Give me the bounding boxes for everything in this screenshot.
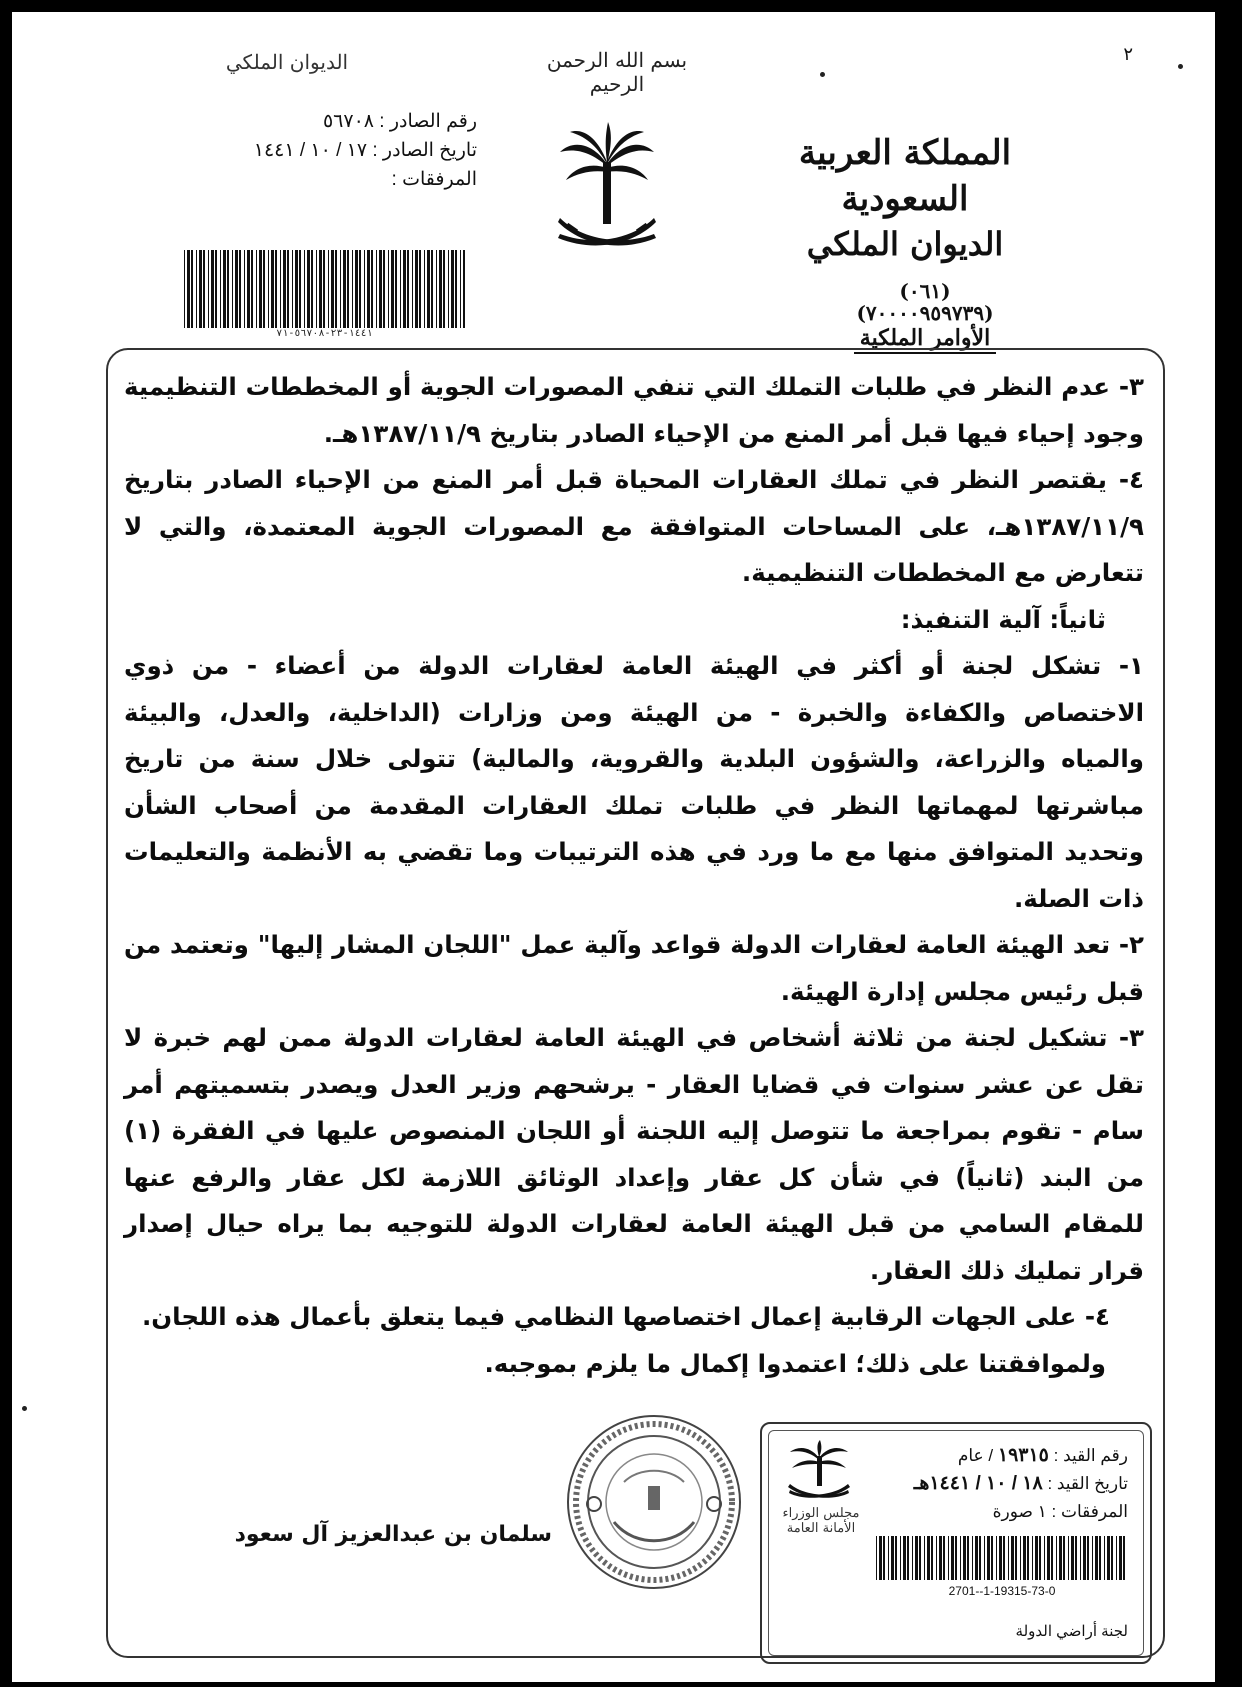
council-subtitle: الأمانة العامة <box>786 1521 856 1536</box>
barcode-bar <box>1119 1536 1122 1580</box>
barcode-bar <box>395 250 397 328</box>
barcode-bar <box>1059 1536 1062 1580</box>
signatory-name: سلمان بن عبدالعزيز آل سعود <box>234 1522 552 1547</box>
barcode-bar <box>967 1536 969 1580</box>
barcode-bar <box>448 250 449 328</box>
barcode-bar <box>419 250 421 328</box>
corner-mark: ٢ <box>1123 44 1133 65</box>
barcode-bar <box>1027 1536 1029 1580</box>
barcode-bar <box>991 1536 993 1580</box>
royal-seal-stamp-icon <box>564 1412 744 1592</box>
barcode-bar <box>900 1536 901 1580</box>
barcode-bar <box>888 1536 889 1580</box>
barcode-bar <box>376 250 377 328</box>
barcode-bar <box>984 1536 985 1580</box>
barcode-bar <box>455 250 457 328</box>
barcode-bar <box>876 1536 877 1580</box>
barcode-bar <box>271 250 274 328</box>
barcode-bar <box>383 250 385 328</box>
barcode-bar <box>364 250 365 328</box>
barcode-bar <box>203 250 205 328</box>
barcode-bar <box>1116 1536 1117 1580</box>
barcode-bar <box>379 250 382 328</box>
barcode-bar <box>311 250 313 328</box>
outgoing-date-row <box>177 136 477 165</box>
barcode-bar <box>915 1536 918 1580</box>
barcode-bar <box>463 250 465 328</box>
paragraph-first-3: ٣- عدم النظر في طلبات التملك التي تنفي المصورات الجوية أو المخططات التنظيمية وجود إحياء فيها قبل أمر المنع من الإحياء الصادر بتاريخ ١٣٨٧/١١/٩هـ. <box>124 372 1144 448</box>
barcode-bar <box>1035 1536 1038 1580</box>
barcode-bar <box>335 250 337 328</box>
barcode-bar <box>388 250 389 328</box>
barcode-bar <box>403 250 406 328</box>
barcode-bar <box>316 250 317 328</box>
barcode-bar <box>247 250 250 328</box>
barcode-bar <box>199 250 202 328</box>
council-title: مجلس الوزراء <box>782 1506 860 1521</box>
barcode-bar <box>1008 1536 1009 1580</box>
barcode-bar <box>295 250 298 328</box>
document-body <box>124 364 1144 1387</box>
barcode-bar <box>919 1536 921 1580</box>
registry-number-value: ١٩٣١٥ <box>997 1445 1049 1466</box>
barcode-bar <box>1099 1536 1101 1580</box>
barcode-bar <box>1080 1536 1081 1580</box>
barcode-bar <box>1092 1536 1093 1580</box>
paragraph-second-2: ٢- تعد الهيئة العامة لعقارات الدولة قواعد وآلية عمل "اللجان المشار إليها" وتعتمد من قبل رئيس مجلس إدارة الهيئة. <box>124 930 1144 1006</box>
barcode-bar <box>963 1536 966 1580</box>
registry-attachments-value: ١ صورة <box>992 1502 1047 1521</box>
barcode-bar <box>400 250 401 328</box>
barcode-bar <box>960 1536 961 1580</box>
scan-dot <box>22 1406 27 1411</box>
barcode-bar <box>936 1536 937 1580</box>
barcode-bar <box>196 250 197 328</box>
barcode-bar <box>259 250 262 328</box>
barcode-bar <box>891 1536 894 1580</box>
barcode-bar <box>443 250 445 328</box>
barcode-bar <box>292 250 293 328</box>
palm-swords-emblem-icon <box>552 122 662 262</box>
barcode-bar <box>1023 1536 1026 1580</box>
barcode-bar <box>1071 1536 1074 1580</box>
document-page <box>12 12 1215 1682</box>
barcode-bar <box>340 250 341 328</box>
barcode-bar <box>1039 1536 1041 1580</box>
paragraph-second-3: ٣- تشكيل لجنة من ثلاثة أشخاص في الهيئة العامة لعقارات الدولة ممن لهم خبرة لا تقل عن عشر سنوات في قضايا العقار - يرشحهم وزير العدل ويصدر بتسميتهم أمر سام - تقوم بمراجعة ما تتوصل إليه اللجنة أو اللجان المنصوص عليها في الفقرة (١) من البند (ثانياً) في شأن كل عقار وإعداد الوثائق اللازمة لكل عقار والرفع عنها للمقام السامي من قبل الهيئة العامة لعقارات الدولة للتوجيه بما يراه حيال إصدار قرار تمليك ذلك العقار. <box>124 1023 1144 1285</box>
barcode-bar <box>1111 1536 1113 1580</box>
outgoing-number-value: ٥٦٧٠٨ <box>322 111 374 132</box>
registry-number-row <box>878 1442 1128 1470</box>
barcode-bar <box>191 250 193 328</box>
royal-court-name: الديوان الملكي <box>806 225 1004 263</box>
barcode-bar <box>184 250 185 328</box>
ref-number: (٧٠٠٠٠٩٥٩٧٣٩) <box>856 301 994 325</box>
barcode-bar <box>211 250 214 328</box>
barcode-bar <box>208 250 209 328</box>
barcode-bar <box>1095 1536 1098 1580</box>
barcode-bar <box>879 1536 882 1580</box>
barcode-bar <box>263 250 265 328</box>
registry-date-label: تاريخ القيد : <box>1047 1474 1128 1493</box>
barcode-bar <box>951 1536 954 1580</box>
palm-swords-small-icon <box>784 1440 854 1500</box>
basmala: بسم الله الرحمن الرحيم <box>546 48 688 96</box>
barcode-bar <box>244 250 245 328</box>
ref-code: (٠٦١) <box>899 279 951 303</box>
paragraph-second-4: ٤- على الجهات الرقابية إعمال اختصاصها النظامي فيما يتعلق بأعمال هذه اللجان. <box>141 1302 1110 1331</box>
kingdom-title-block <box>745 130 1065 266</box>
barcode-bar <box>1056 1536 1057 1580</box>
barcode-bar <box>1083 1536 1086 1580</box>
barcode-bar <box>1104 1536 1105 1580</box>
barcode-bar <box>883 1536 885 1580</box>
outgoing-attachments-row <box>177 165 477 194</box>
ref-title: الأوامر الملكية <box>854 324 996 354</box>
outgoing-meta <box>177 107 477 194</box>
registry-attachments-label: المرفقات : <box>1051 1502 1128 1521</box>
barcode-bar <box>407 250 409 328</box>
barcode-bar <box>1011 1536 1014 1580</box>
scan-dot <box>820 72 825 77</box>
barcode-bar <box>427 250 430 328</box>
barcode-bar <box>239 250 241 328</box>
barcode-bar <box>999 1536 1002 1580</box>
barcode-bar <box>287 250 289 328</box>
barcode-bar <box>931 1536 933 1580</box>
barcode-bar <box>1107 1536 1110 1580</box>
barcode-bar <box>987 1536 990 1580</box>
barcode-bar <box>436 250 437 328</box>
barcode-bar <box>235 250 238 328</box>
registry-stamp <box>760 1422 1152 1664</box>
barcode-bar <box>1051 1536 1053 1580</box>
outgoing-date-value: ١٧ / ١٠ / ١٤٤١ <box>253 140 368 161</box>
barcode-bar <box>367 250 370 328</box>
paragraph-first-4: ٤- يقتصر النظر في تملك العقارات المحياة قبل أمر المنع من الإحياء الصادر بتاريخ ١٣٨٧/١١/٩هـ، على المساحات المتوافقة مع المصورات الجوية المعتمدة، والتي لا تتعارض مع المخططات التنظيمية. <box>124 465 1144 587</box>
barcode-bar <box>431 250 433 328</box>
barcode-bar <box>943 1536 945 1580</box>
barcode-bar <box>256 250 257 328</box>
outgoing-number-row <box>177 107 477 136</box>
barcode-bar <box>1063 1536 1065 1580</box>
barcode-bar <box>907 1536 909 1580</box>
barcode-bar <box>275 250 277 328</box>
council-name <box>776 1506 866 1536</box>
barcode-bar <box>215 250 217 328</box>
diwan-header-small: الديوان الملكي <box>225 50 349 74</box>
barcode-bar <box>924 1536 925 1580</box>
closing-line: ولموافقتنا على ذلك؛ اعتمدوا إكمال ما يلزم بموجبه. <box>484 1348 1106 1378</box>
barcode-bar <box>328 250 329 328</box>
barcode-bar <box>323 250 325 328</box>
registry-meta <box>878 1442 1128 1526</box>
barcode-bar <box>352 250 353 328</box>
barcode-bar <box>927 1536 930 1580</box>
royal-orders-ref <box>795 280 1055 354</box>
barcode-bar <box>280 250 281 328</box>
barcode-bar <box>939 1536 942 1580</box>
barcode-bar <box>460 250 461 328</box>
barcode-bar <box>955 1536 957 1580</box>
barcode-bar <box>371 250 373 328</box>
registry-date-value: ١٨ / ١٠ / ١٤٤١هـ <box>913 1473 1043 1494</box>
paragraph-second-1: ١- تشكل لجنة أو أكثر في الهيئة العامة لعقارات الدولة من أعضاء - من ذوي الاختصاص والكفاءة والخبرة - من الهيئة ومن وزارات (الداخلية، والعدل، والبيئة والمياه والزراعة، والشؤون البلدية والقروية، والمالية) تتولى خلال سنة من تاريخ مباشرتها لمهماتها النظر في طلبات تملك العقارات المقدمة من أصحاب الشأن وتحديد المتوافق منها مع ما ورد في هذه الترتيبات وما تقضي به الأنظمة والتعليمات ذات الصلة. <box>124 651 1144 913</box>
barcode-bar <box>319 250 322 328</box>
barcode-bar <box>347 250 349 328</box>
barcode-bar <box>1020 1536 1021 1580</box>
barcode-bar <box>220 250 221 328</box>
outgoing-attachments-label: المرفقات : <box>391 169 477 190</box>
barcode-bar <box>996 1536 997 1580</box>
barcode-bar <box>1123 1536 1125 1580</box>
barcode-bar <box>391 250 394 328</box>
registry-attachments-row <box>878 1498 1128 1526</box>
barcode-bar <box>187 250 190 328</box>
barcode-bar <box>975 1536 978 1580</box>
barcode-bar <box>251 250 253 328</box>
barcode-bar <box>451 250 454 328</box>
registry-date-row <box>878 1470 1128 1498</box>
barcode-bar <box>268 250 269 328</box>
barcode-bar <box>283 250 286 328</box>
barcode-bar <box>1047 1536 1050 1580</box>
registry-barcode-icon <box>874 1536 1130 1580</box>
barcode-bar <box>439 250 442 328</box>
section-heading-second: ثانياً: آلية التنفيذ: <box>900 604 1106 634</box>
barcode-bar <box>331 250 334 328</box>
barcode-bar <box>979 1536 981 1580</box>
barcode-bar <box>1015 1536 1017 1580</box>
registry-barcode-code: 2701--1-19315-73-0 <box>948 1584 1056 1598</box>
barcode-bar <box>223 250 226 328</box>
barcode-bar <box>912 1536 913 1580</box>
barcode-bar <box>1044 1536 1045 1580</box>
barcode-bar <box>1087 1536 1089 1580</box>
barcode-icon <box>182 250 467 328</box>
barcode-bar <box>355 250 358 328</box>
barcode-bar <box>343 250 346 328</box>
barcode-bar <box>227 250 229 328</box>
outgoing-barcode <box>182 250 467 342</box>
barcode-bar <box>359 250 361 328</box>
barcode-bar <box>307 250 310 328</box>
barcode-bar <box>299 250 301 328</box>
registry-year-label: / عام <box>957 1446 994 1465</box>
outgoing-date-label: تاريخ الصادر : <box>372 140 477 161</box>
barcode-bar <box>903 1536 906 1580</box>
barcode-bar <box>412 250 413 328</box>
barcode-bar <box>304 250 305 328</box>
barcode-bar <box>948 1536 949 1580</box>
barcode-bar <box>1003 1536 1005 1580</box>
barcode-bar <box>232 250 233 328</box>
registry-number-label: رقم القيد : <box>1053 1446 1128 1465</box>
barcode-bar <box>972 1536 973 1580</box>
barcode-bar <box>895 1536 897 1580</box>
barcode-digits: ١٤٤١-٢٣-٥٦٧٠٨-٧١ <box>276 328 373 339</box>
kingdom-name: المملكة العربية السعودية <box>798 133 1012 219</box>
barcode-bar <box>1068 1536 1069 1580</box>
barcode-bar <box>1075 1536 1077 1580</box>
barcode-bar <box>1032 1536 1033 1580</box>
scan-dot <box>1178 64 1183 69</box>
registry-note: لجنة أراضي الدولة <box>1015 1623 1128 1640</box>
barcode-bar <box>415 250 418 328</box>
barcode-bar <box>424 250 425 328</box>
outgoing-number-label: رقم الصادر : <box>379 111 477 132</box>
